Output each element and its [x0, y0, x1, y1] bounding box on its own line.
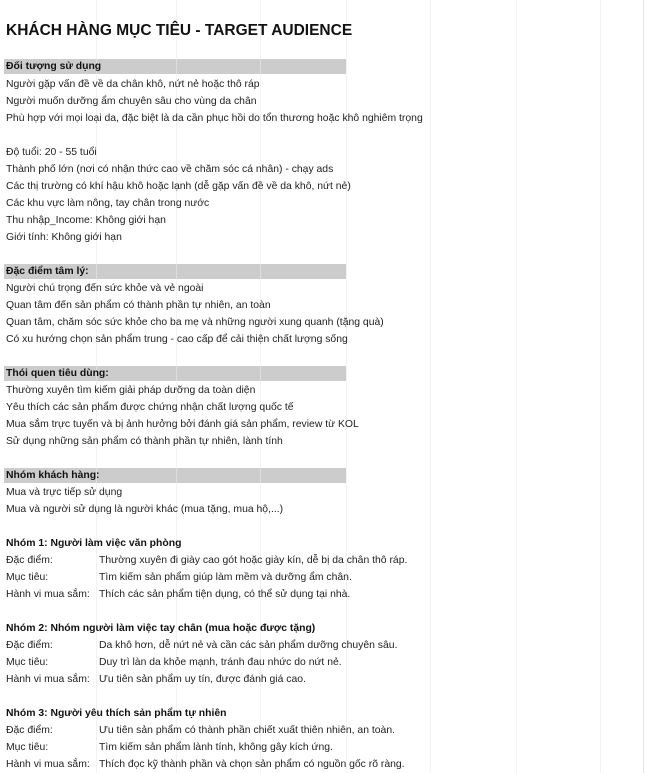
row-key: Hành vi mua sắm: [6, 759, 90, 770]
section-heading-doi-tuong: Đối tượng sử dụng [6, 61, 102, 72]
row-key: Đặc điểm: [6, 640, 53, 651]
row-value: Ưu tiên sản phẩm có thành phần chiết xuất thiên nhiên, an toàn. [99, 725, 395, 736]
list-item: Độ tuổi: 20 - 55 tuổi [6, 147, 97, 158]
sheet-right-edge [643, 0, 644, 773]
list-item: Có xu hướng chọn sản phẩm trung - cao cấp để cải thiện chất lượng sống [6, 334, 348, 345]
column-gridline [600, 0, 601, 773]
row-value: Thích đọc kỹ thành phần và chọn sản phẩm có nguồn gốc rõ ràng. [99, 759, 405, 770]
row-value: Duy trì làn da khỏe mạnh, tránh đau nhức do nứt nẻ. [99, 657, 342, 668]
row-value: Tìm kiếm sản phẩm giúp làm mềm và dưỡng ẩm chân. [99, 572, 352, 583]
group-title-2: Nhóm 2: Nhóm người làm việc tay chân (mua hoặc được tặng) [6, 623, 316, 634]
row-key: Đặc điểm: [6, 725, 53, 736]
list-item: Thường xuyên tìm kiếm giải pháp dưỡng da toàn diện [6, 385, 256, 396]
section-heading-tam-ly: Đặc điểm tâm lý: [6, 266, 89, 277]
section-heading-nhom: Nhóm khách hàng: [6, 470, 100, 481]
row-key: Mục tiêu: [6, 657, 49, 668]
page-title: KHÁCH HÀNG MỤC TIÊU - TARGET AUDIENCE [6, 22, 353, 39]
list-item: Sử dụng những sản phẩm có thành phần tự nhiên, lành tính [6, 436, 283, 447]
row-key: Đặc điểm: [6, 555, 53, 566]
row-key: Hành vi mua sắm: [6, 674, 90, 685]
row-value: Ưu tiên sản phẩm uy tín, được đánh giá cao. [99, 674, 306, 685]
list-item: Các thị trường có khí hậu khô hoặc lạnh (dễ gặp vấn đề về da khô, nứt nẻ) [6, 181, 351, 192]
row-value: Thích các sản phẩm tiện dụng, có thể sử dụng tại nhà. [99, 589, 351, 600]
row-value: Da khô hơn, dễ nứt nẻ và cần các sản phẩm dưỡng chuyên sâu. [99, 640, 398, 651]
list-item: Mua sắm trực tuyến và bị ảnh hưởng bởi đánh giá sản phẩm, review từ KOL [6, 419, 359, 430]
list-item: Mua và người sử dụng là người khác (mua tặng, mua hộ,...) [6, 504, 284, 515]
list-item: Yêu thích các sản phẩm được chứng nhận chất lượng quốc tế [6, 402, 294, 413]
row-key: Hành vi mua sắm: [6, 589, 90, 600]
list-item: Người muốn dưỡng ẩm chuyên sâu cho vùng da chân [6, 96, 257, 107]
list-item: Quan tâm đến sản phẩm có thành phần tự nhiên, an toàn [6, 300, 271, 311]
list-item: Giới tính: Không giới hạn [6, 232, 122, 243]
list-item: Các khu vực làm nông, tay chân trong nước [6, 198, 210, 209]
group-title-3: Nhóm 3: Người yêu thích sản phẩm tự nhiên [6, 708, 227, 719]
list-item: Người chú trọng đến sức khỏe và vẻ ngoài [6, 283, 204, 294]
group-title-1: Nhóm 1: Người làm việc văn phòng [6, 538, 182, 549]
list-item: Mua và trực tiếp sử dụng [6, 487, 123, 498]
list-item: Người gặp vấn đề về da chân khô, nứt nẻ hoặc thô ráp [6, 79, 260, 90]
column-gridline [516, 0, 517, 773]
row-key: Mục tiêu: [6, 742, 49, 753]
column-gridline [430, 0, 431, 773]
list-item: Thu nhập_Income: Không giới hạn [6, 215, 166, 226]
row-value: Tìm kiếm sản phẩm lành tính, không gây kích ứng. [99, 742, 333, 753]
section-heading-thoi-quen: Thói quen tiêu dùng: [6, 368, 109, 379]
list-item: Quan tâm, chăm sóc sức khỏe cho ba mẹ và những người xung quanh (tặng quà) [6, 317, 384, 328]
row-value: Thường xuyên đi giày cao gót hoặc giày kín, dễ bị da chân thô ráp. [99, 555, 408, 566]
list-item: Thành phố lớn (nơi có nhận thức cao về chăm sóc cá nhân) - chạy ads [6, 164, 334, 175]
row-key: Mục tiêu: [6, 572, 49, 583]
list-item: Phù hợp với mọi loại da, đặc biệt là da cần phục hồi do tổn thương hoặc khô nghiêm trọng [6, 113, 423, 124]
